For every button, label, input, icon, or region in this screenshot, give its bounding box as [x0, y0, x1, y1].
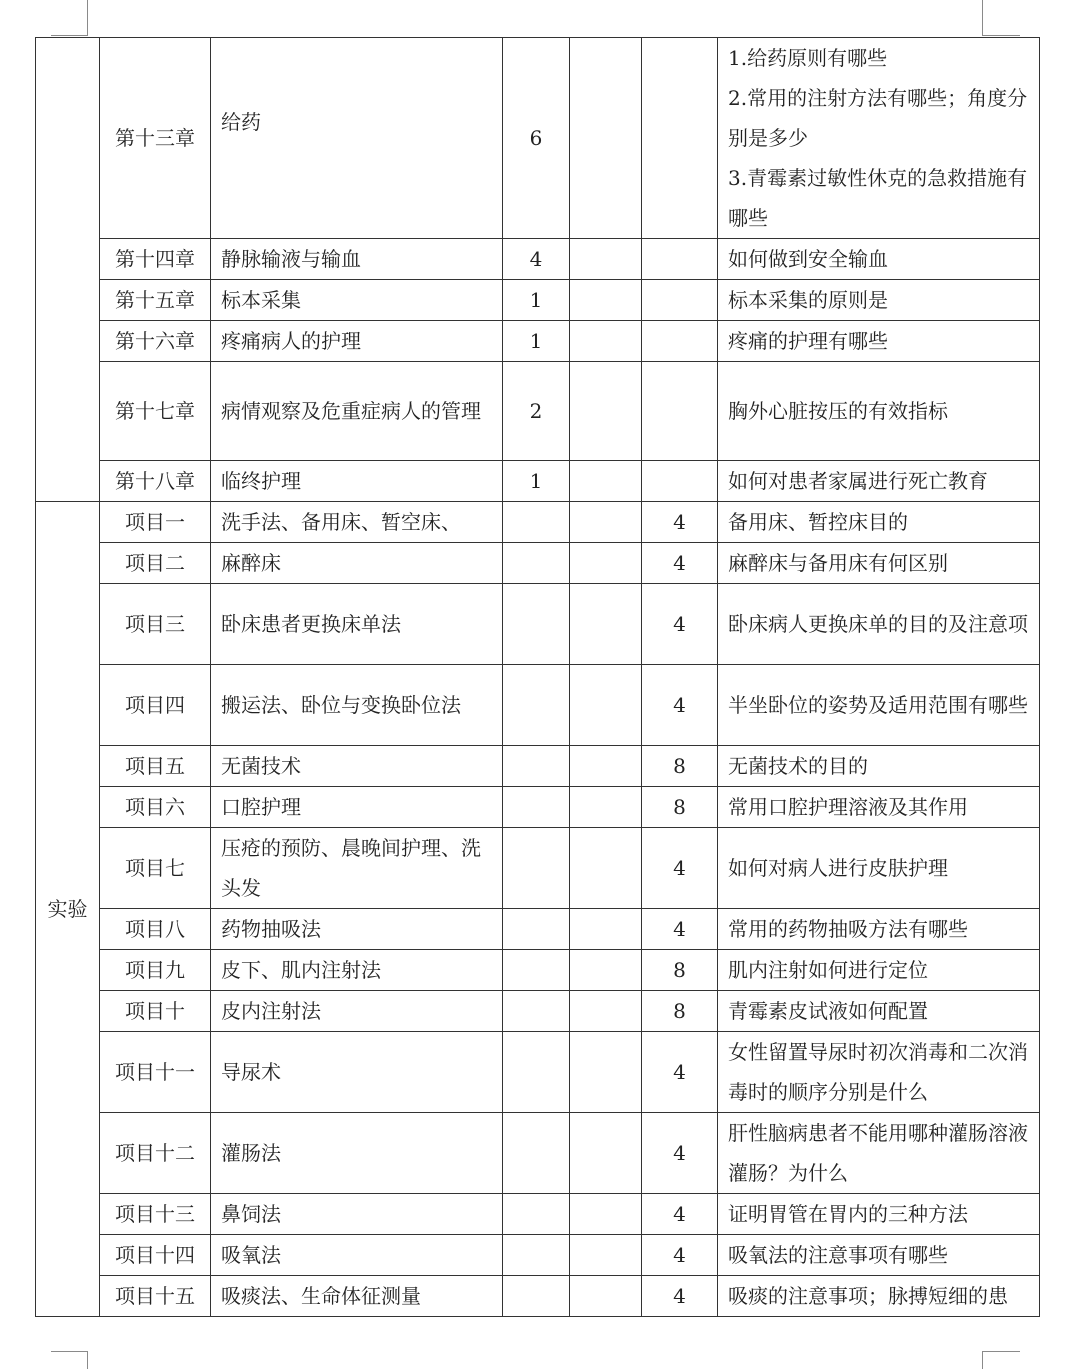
questions-cell [718, 461, 1040, 502]
theory-hours-cell [503, 584, 570, 665]
empty-cell [570, 543, 642, 584]
theory-hours-cell [503, 1113, 570, 1194]
lab-hours-cell: 8 [642, 950, 718, 991]
question-line: 证明胃管在胃内的三种方法 [728, 1202, 968, 1226]
chapter-cell: 项目八 [100, 909, 211, 950]
chapter-cell: 项目十二 [100, 1113, 211, 1194]
lab-hours-cell: 4 [642, 828, 718, 909]
syllabus-table [35, 37, 1040, 1317]
topic-cell: 无菌技术 [211, 746, 503, 787]
topic-cell: 病情观察及危重症病人的管理 [211, 362, 503, 461]
topic-cell: 卧床患者更换床单法 [211, 584, 503, 665]
table-row [36, 362, 1040, 461]
table-row [36, 1276, 1040, 1317]
questions-cell [718, 828, 1040, 909]
chapter-cell: 项目十一 [100, 1032, 211, 1113]
empty-cell [570, 746, 642, 787]
question-line: 2.常用的注射方法有哪些；角度分别是多少 [728, 86, 1028, 150]
theory-hours-cell: 1 [503, 461, 570, 502]
lab-hours-cell: 4 [642, 1235, 718, 1276]
theory-hours-cell [503, 909, 570, 950]
empty-cell [570, 1032, 642, 1113]
crop-mark-bottom-right-v [982, 1351, 983, 1369]
questions-cell [718, 38, 1040, 239]
theory-hours-cell [503, 543, 570, 584]
questions-cell [718, 280, 1040, 321]
syllabus-body [36, 38, 1040, 1317]
topic-cell: 药物抽吸法 [211, 909, 503, 950]
lab-hours-cell: 4 [642, 584, 718, 665]
question-line: 1.给药原则有哪些 [728, 46, 888, 70]
questions-cell [718, 1235, 1040, 1276]
table-row [36, 502, 1040, 543]
chapter-cell: 第十七章 [100, 362, 211, 461]
table-row [36, 991, 1040, 1032]
topic-cell: 标本采集 [211, 280, 503, 321]
chapter-cell: 项目五 [100, 746, 211, 787]
empty-cell [570, 280, 642, 321]
chapter-cell: 项目十 [100, 991, 211, 1032]
topic-cell: 压疮的预防、晨晚间护理、洗头发 [211, 828, 503, 909]
empty-cell [570, 787, 642, 828]
empty-cell [570, 362, 642, 461]
chapter-cell: 第十五章 [100, 280, 211, 321]
topic-cell: 给药 [211, 38, 503, 239]
questions-cell [718, 665, 1040, 746]
question-line: 麻醉床与备用床有何区别 [728, 551, 948, 575]
lab-hours-cell: 4 [642, 909, 718, 950]
question-line: 胸外心脏按压的有效指标 [728, 399, 948, 423]
question-line: 常用口腔护理溶液及其作用 [728, 795, 968, 819]
questions-cell [718, 1276, 1040, 1317]
table-row [36, 1032, 1040, 1113]
chapter-cell: 项目十五 [100, 1276, 211, 1317]
theory-hours-cell [503, 746, 570, 787]
lab-hours-cell: 4 [642, 1194, 718, 1235]
question-line: 吸痰的注意事项；脉搏短细的患 [728, 1284, 1008, 1308]
theory-hours-cell [503, 1276, 570, 1317]
empty-cell [570, 321, 642, 362]
table-row [36, 787, 1040, 828]
empty-cell [570, 665, 642, 746]
theory-hours-cell [503, 665, 570, 746]
empty-cell [570, 584, 642, 665]
section-lab-label: 实验 [36, 502, 100, 1317]
topic-cell: 皮内注射法 [211, 991, 503, 1032]
crop-mark-top-left-h [51, 35, 88, 36]
chapter-cell: 项目十四 [100, 1235, 211, 1276]
empty-cell [570, 1194, 642, 1235]
chapter-cell: 项目六 [100, 787, 211, 828]
lab-hours-cell: 8 [642, 746, 718, 787]
table-row [36, 543, 1040, 584]
topic-cell: 口腔护理 [211, 787, 503, 828]
question-line: 卧床病人更换床单的目的及注意项 [728, 612, 1028, 636]
questions-cell [718, 991, 1040, 1032]
question-line: 女性留置导尿时初次消毒和二次消毒时的顺序分别是什么 [728, 1040, 1028, 1104]
topic-cell: 吸氧法 [211, 1235, 503, 1276]
lab-hours-cell: 4 [642, 1276, 718, 1317]
topic-cell: 导尿术 [211, 1032, 503, 1113]
question-line: 备用床、暂控床目的 [728, 510, 908, 534]
theory-hours-cell [503, 502, 570, 543]
topic-cell: 灌肠法 [211, 1113, 503, 1194]
question-line: 吸氧法的注意事项有哪些 [728, 1243, 948, 1267]
crop-mark-top-right-h [982, 35, 1020, 36]
lab-hours-cell [642, 239, 718, 280]
question-line: 半坐卧位的姿势及适用范围有哪些 [728, 693, 1028, 717]
theory-hours-cell [503, 950, 570, 991]
table-row [36, 828, 1040, 909]
lab-hours-cell: 4 [642, 665, 718, 746]
table-row [36, 1113, 1040, 1194]
table-row [36, 1194, 1040, 1235]
table-row [36, 950, 1040, 991]
empty-cell [570, 239, 642, 280]
table-row [36, 584, 1040, 665]
theory-hours-cell: 1 [503, 280, 570, 321]
question-line: 如何对病人进行皮肤护理 [728, 856, 948, 880]
questions-cell [718, 1113, 1040, 1194]
theory-hours-cell [503, 1194, 570, 1235]
theory-hours-cell: 6 [503, 38, 570, 239]
chapter-cell: 第十三章 [100, 38, 211, 239]
table-row [36, 321, 1040, 362]
topic-cell: 吸痰法、生命体征测量 [211, 1276, 503, 1317]
questions-cell [718, 239, 1040, 280]
question-line: 青霉素皮试液如何配置 [728, 999, 928, 1023]
theory-hours-cell: 1 [503, 321, 570, 362]
chapter-cell: 项目九 [100, 950, 211, 991]
chapter-cell: 项目一 [100, 502, 211, 543]
empty-cell [570, 950, 642, 991]
question-line: 疼痛的护理有哪些 [728, 329, 888, 353]
questions-cell [718, 543, 1040, 584]
question-line: 如何做到安全输血 [728, 247, 888, 271]
theory-hours-cell [503, 1032, 570, 1113]
questions-cell [718, 584, 1040, 665]
section-theory-label [36, 38, 100, 502]
crop-mark-top-right-v [982, 0, 983, 36]
topic-cell: 搬运法、卧位与变换卧位法 [211, 665, 503, 746]
topic-cell: 麻醉床 [211, 543, 503, 584]
topic-cell: 洗手法、备用床、暂空床、 [211, 502, 503, 543]
empty-cell [570, 909, 642, 950]
question-line: 3.青霉素过敏性休克的急救措施有哪些 [728, 166, 1028, 230]
chapter-cell: 第十四章 [100, 239, 211, 280]
lab-hours-cell: 8 [642, 787, 718, 828]
questions-cell [718, 502, 1040, 543]
topic-cell: 静脉输液与输血 [211, 239, 503, 280]
crop-mark-top-left-v [87, 0, 88, 36]
questions-cell [718, 321, 1040, 362]
empty-cell [570, 1113, 642, 1194]
lab-hours-cell: 8 [642, 991, 718, 1032]
question-line: 常用的药物抽吸方法有哪些 [728, 917, 968, 941]
empty-cell [570, 502, 642, 543]
question-line: 标本采集的原则是 [728, 288, 888, 312]
theory-hours-cell: 4 [503, 239, 570, 280]
lab-hours-cell [642, 362, 718, 461]
table-row [36, 665, 1040, 746]
chapter-cell: 项目三 [100, 584, 211, 665]
crop-mark-bottom-right-h [982, 1351, 1020, 1352]
topic-cell: 疼痛病人的护理 [211, 321, 503, 362]
questions-cell [718, 909, 1040, 950]
theory-hours-cell: 2 [503, 362, 570, 461]
crop-mark-bottom-left-h [51, 1351, 88, 1352]
chapter-cell: 项目二 [100, 543, 211, 584]
questions-cell [718, 1032, 1040, 1113]
theory-hours-cell [503, 828, 570, 909]
table-row [36, 38, 1040, 239]
theory-hours-cell [503, 787, 570, 828]
theory-hours-cell [503, 991, 570, 1032]
chapter-cell: 第十八章 [100, 461, 211, 502]
table-row [36, 1235, 1040, 1276]
lab-hours-cell: 4 [642, 1032, 718, 1113]
lab-hours-cell [642, 38, 718, 239]
question-line: 肌内注射如何进行定位 [728, 958, 928, 982]
lab-hours-cell [642, 321, 718, 362]
empty-cell [570, 1235, 642, 1276]
chapter-cell: 项目十三 [100, 1194, 211, 1235]
table-row [36, 280, 1040, 321]
empty-cell [570, 991, 642, 1032]
questions-cell [718, 746, 1040, 787]
questions-cell [718, 787, 1040, 828]
chapter-cell: 项目七 [100, 828, 211, 909]
lab-hours-cell: 4 [642, 502, 718, 543]
empty-cell [570, 1276, 642, 1317]
question-line: 如何对患者家属进行死亡教育 [728, 469, 988, 493]
table-row [36, 746, 1040, 787]
question-line: 肝性脑病患者不能用哪种灌肠溶液灌肠？为什么 [728, 1121, 1028, 1185]
questions-cell [718, 1194, 1040, 1235]
empty-cell [570, 828, 642, 909]
table-row [36, 461, 1040, 502]
topic-cell: 鼻饲法 [211, 1194, 503, 1235]
topic-cell: 临终护理 [211, 461, 503, 502]
table-row [36, 909, 1040, 950]
lab-hours-cell [642, 280, 718, 321]
empty-cell [570, 38, 642, 239]
lab-hours-cell [642, 461, 718, 502]
question-line: 无菌技术的目的 [728, 754, 868, 778]
crop-mark-bottom-left-v [87, 1351, 88, 1369]
chapter-cell: 第十六章 [100, 321, 211, 362]
lab-hours-cell: 4 [642, 543, 718, 584]
chapter-cell: 项目四 [100, 665, 211, 746]
lab-hours-cell: 4 [642, 1113, 718, 1194]
empty-cell [570, 461, 642, 502]
table-row [36, 239, 1040, 280]
questions-cell [718, 362, 1040, 461]
questions-cell [718, 950, 1040, 991]
theory-hours-cell [503, 1235, 570, 1276]
topic-cell: 皮下、肌内注射法 [211, 950, 503, 991]
